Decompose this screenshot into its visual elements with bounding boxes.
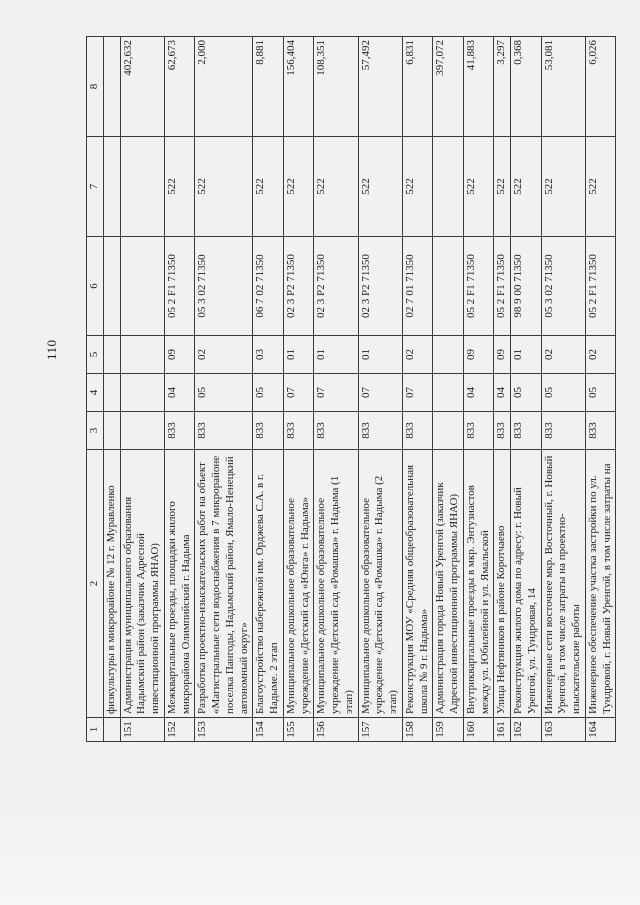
row-code-6: 05 3 02 71350 [195,237,253,336]
row-code-6: 05 2 F1 71350 [164,237,195,336]
table-row [433,37,464,742]
table-row [494,37,511,742]
row-code-3: 833 [358,412,402,450]
row-name: Реконструкция МОУ «Средняя общеобразовательная школа № 9 г. Надыма» [402,450,433,718]
row-code-5: 01 [314,336,358,374]
row-code-7: 522 [314,137,358,237]
header-cell: 6 [87,237,104,336]
row-code-3: 833 [402,412,433,450]
row-code-4: 07 [358,374,402,412]
row-code-6: 06 7 02 71350 [253,237,284,336]
row-code-5: 09 [463,336,494,374]
header-cell: 2 [87,450,104,718]
row-number: 155 [283,718,314,742]
row-code-7: 522 [283,137,314,237]
row-code-5 [433,336,464,374]
table-row [463,37,494,742]
budget-table [86,36,616,742]
row-code-4: 05 [253,374,284,412]
row-number: 156 [314,718,358,742]
row-code-5: 02 [541,336,585,374]
table-row [164,37,195,742]
row-code-7: 522 [463,137,494,237]
row-code-3 [120,412,164,450]
row-code-6 [433,237,464,336]
row-name: Инженерные сети восточнее мкр. Восточный, г. Новый Уренгой, в том числе затраты на проектно-изыскательские работы [541,450,585,718]
header-cell: 7 [87,137,104,237]
row-code-6: 02 7 01 71350 [402,237,433,336]
row-code-3: 833 [463,412,494,450]
row-amount: 6,026 [585,37,616,137]
row-code-3: 833 [195,412,253,450]
row-code-6: 02 3 P2 71350 [314,237,358,336]
row-number [103,718,120,742]
table-row [511,37,542,742]
row-name: Разработка проектно-изыскательских работ на объект «Магистральные сети водоснабжения в 7 микрорайоне поселка Пангоды, Надымский район, Ямало-Ненецкий автономный округ» [195,450,253,718]
row-number: 164 [585,718,616,742]
row-code-5: 02 [195,336,253,374]
row-code-3: 833 [585,412,616,450]
row-number: 154 [253,718,284,742]
row-amount: 6,831 [402,37,433,137]
row-code-5: 09 [494,336,511,374]
row-name: Улица Нефтяников в районе Коротчаево [494,450,511,718]
page-number: 110 [44,339,59,360]
table-row [585,37,616,742]
row-amount: 0,368 [511,37,542,137]
header-cell: 8 [87,37,104,137]
row-code-4: 05 [511,374,542,412]
row-number: 161 [494,718,511,742]
row-code-4 [433,374,464,412]
row-name: Внутриквартальные проезды в мкр. Энтузиастов между ул. Юбилейной и ул. Ямальской [463,450,494,718]
row-code-4: 05 [195,374,253,412]
row-code-3: 833 [494,412,511,450]
continuation-row [103,37,120,742]
row-code-4: 04 [164,374,195,412]
row-code-7: 522 [402,137,433,237]
table-row [358,37,402,742]
row-name: Администрация города Новый Уренгой (заказчик Адресной инвестиционной программы ЯНАО) [433,450,464,718]
row-code-7: 522 [585,137,616,237]
table-row [195,37,253,742]
scan-shadow [0,770,640,905]
row-code-6: 05 2 F1 71350 [585,237,616,336]
rotated-page [86,37,640,742]
rotated-content [86,37,640,742]
row-name: Муниципальное дошкольное образовательное учреждение «Детский сад «Ромашка» г. Надыма (2 этап) [358,450,402,718]
row-number: 152 [164,718,195,742]
row-code-7 [433,137,464,237]
row-amount: 3,297 [494,37,511,137]
row-number: 162 [511,718,542,742]
row-name: Межквартальные проезды, площадки жилого микрорайона Олимпийский г. Надыма [164,450,195,718]
row-amount: 62,673 [164,37,195,137]
row-code-6: 05 2 F1 71350 [463,237,494,336]
row-code-3: 833 [314,412,358,450]
row-code-6: 02 3 P2 71350 [283,237,314,336]
row-code-6 [120,237,164,336]
row-name: Муниципальное дошкольное образовательное учреждение «Детский сад «Юнга» г. Надыма» [283,450,314,718]
row-code-7: 522 [511,137,542,237]
row-code-3: 833 [283,412,314,450]
row-code-4: 07 [283,374,314,412]
row-number: 157 [358,718,402,742]
row-name: Благоустройство набережной им. Орджева С.А. в г. Надыме. 2 этап [253,450,284,718]
row-amount: 156,404 [283,37,314,137]
row-number: 158 [402,718,433,742]
header-cell: 5 [87,336,104,374]
row-code-4: 05 [541,374,585,412]
row-code-5 [120,336,164,374]
header-cell: 3 [87,412,104,450]
row-code-6: 05 2 F1 71350 [494,237,511,336]
row-number: 159 [433,718,464,742]
row-code-5: 01 [511,336,542,374]
table-header-row [87,37,104,742]
row-code-5: 01 [283,336,314,374]
row-amount: 402,632 [120,37,164,137]
row-name: Администрация муниципального образования Надымский район (заказчик Адресной инвестиционной программы ЯНАО) [120,450,164,718]
row-amount: 57,492 [358,37,402,137]
row-code-7: 522 [358,137,402,237]
row-name: Муниципальное дошкольное образовательное учреждение «Детский сад «Ромашка» г. Надыма (1 этап) [314,450,358,718]
row-code-4: 07 [314,374,358,412]
row-number: 153 [195,718,253,742]
table-row [314,37,358,742]
table-row [402,37,433,742]
row-amount: 41,883 [463,37,494,137]
row-code-7: 522 [253,137,284,237]
row-code-7: 522 [541,137,585,237]
row-number: 151 [120,718,164,742]
table-row [120,37,164,742]
table-row [283,37,314,742]
row-amount: 53,081 [541,37,585,137]
row-code-7 [120,137,164,237]
row-code-7: 522 [494,137,511,237]
row-code-6: 98 9 00 71350 [511,237,542,336]
row-code-3: 833 [253,412,284,450]
row-name: Инженерное обеспечение участка застройки по ул. Тундровой, г. Новый Уренгой, в том числе затраты на [585,450,616,718]
row-name: физкультуры в микрорайоне № 12 г. Муравленко [103,450,120,718]
row-code-5: 09 [164,336,195,374]
row-code-7: 522 [164,137,195,237]
row-name: Реконструкция жилого дома по адресу: г. Новый Уренгой, ул. Тундровая, 14 [511,450,542,718]
row-code-4: 05 [585,374,616,412]
row-code-5: 03 [253,336,284,374]
row-code-3: 833 [164,412,195,450]
table-row [253,37,284,742]
row-code-5: 02 [402,336,433,374]
header-cell: 4 [87,374,104,412]
row-code-7: 522 [195,137,253,237]
row-code-6: 05 3 02 71350 [541,237,585,336]
row-code-3 [433,412,464,450]
row-code-6: 02 3 P2 71350 [358,237,402,336]
row-amount: 2,000 [195,37,253,137]
row-amount: 108,351 [314,37,358,137]
row-code-5: 01 [358,336,402,374]
row-code-4: 04 [494,374,511,412]
header-cell: 1 [87,718,104,742]
row-code-4 [120,374,164,412]
table-row [541,37,585,742]
row-number: 160 [463,718,494,742]
row-code-4: 07 [402,374,433,412]
row-number: 163 [541,718,585,742]
row-amount: 8,881 [253,37,284,137]
row-code-3: 833 [511,412,542,450]
row-code-3: 833 [541,412,585,450]
row-amount: 397,072 [433,37,464,137]
row-code-5: 02 [585,336,616,374]
row-code-4: 04 [463,374,494,412]
